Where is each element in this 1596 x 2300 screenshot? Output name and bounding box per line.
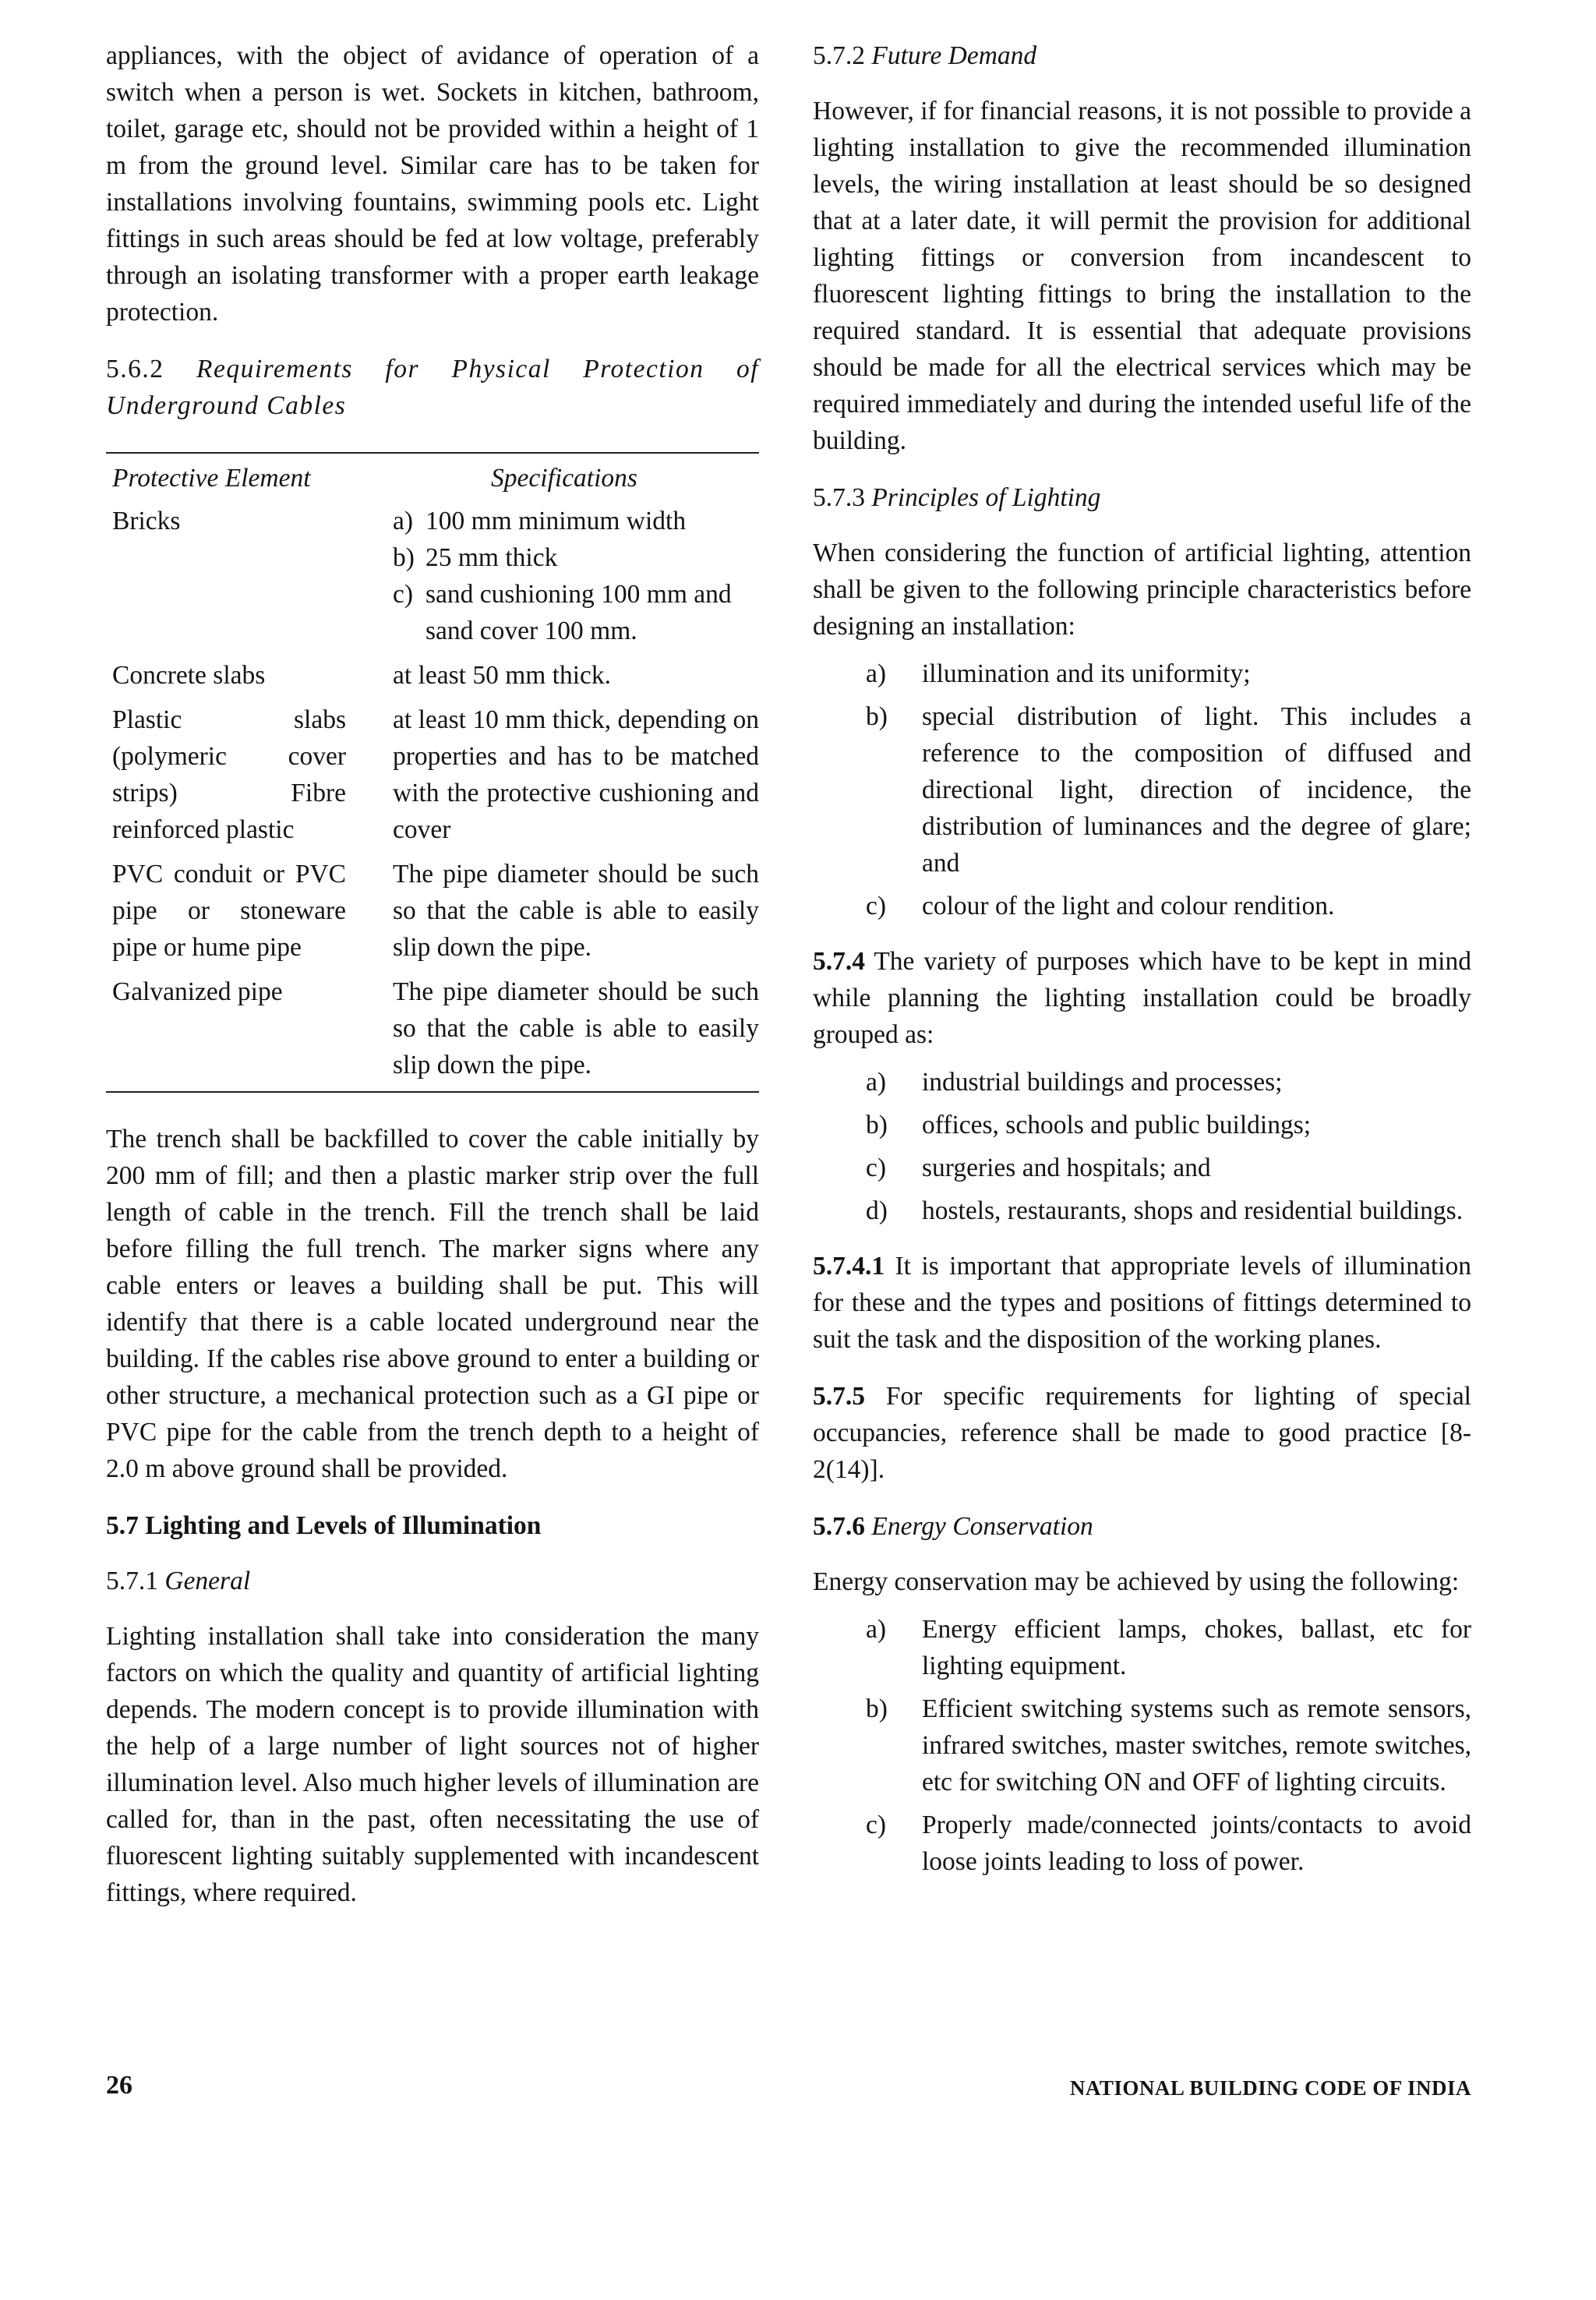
- list-marker: c): [866, 1811, 887, 1839]
- general-paragraph: Lighting installation shall take into consideration the many factors on which the quality and quantity of artificial lighting depends. The modern concept is to provide illumination with the help of a large number of light sources not of higher illumination level. Also much higher levels of illumination are called for, than in the past, often necessitating the use of fluorescent lighting suitably supplemented with incandescent fittings, where required.: [106, 1622, 759, 1907]
- spec-marker: b): [393, 543, 415, 572]
- spec-text: 100 mm minimum width: [425, 507, 687, 535]
- spec-list-item: [393, 503, 759, 539]
- list-text: special distribution of light. This includes a reference to the composition of diffused and directional light, direction of incidence, the distribution of luminances and the degree of glare; and: [922, 702, 1471, 878]
- list-item: [813, 698, 1471, 881]
- list-item: [813, 1064, 1471, 1101]
- list-marker: b): [866, 1694, 888, 1723]
- list-text: surgeries and hospitals; and: [922, 1154, 1211, 1182]
- list-text: industrial buildings and processes;: [922, 1068, 1283, 1097]
- section-title: Principles of Lighting: [871, 483, 1101, 512]
- section-number: 5.7.3: [813, 483, 865, 512]
- list-item: [813, 1192, 1471, 1229]
- list-marker: a): [866, 659, 887, 688]
- section-5-7-3-heading: [813, 479, 1471, 516]
- list-item: [813, 888, 1471, 924]
- section-number: 5.7.5: [813, 1382, 865, 1411]
- list-text: offices, schools and public buildings;: [922, 1111, 1312, 1139]
- intro-paragraph: appliances, with the object of avidance of operation of a switch when a person is wet. Sockets in kitchen, bathroom, toilet, garage etc, should not be provided within a height of 1 m from the ground level. Similar care has to be taken for installations involving fountains, swimming pools etc. Light fittings in such areas should be fed at low voltage, preferably through an isolating transformer with a proper earth leakage protection.: [106, 41, 759, 327]
- list-marker: c): [866, 892, 887, 920]
- list-item: [813, 655, 1471, 692]
- table-cell-element: Concrete slabs: [112, 661, 266, 690]
- section-5-7-1-heading: [106, 1563, 759, 1599]
- table-row: [106, 856, 759, 966]
- left-column: [106, 37, 759, 1911]
- running-footer-title: NATIONAL BUILDING CODE OF INDIA: [1069, 2076, 1471, 2100]
- list-text: Properly made/connected joints/contacts to avoid loose joints leading to loss of power.: [922, 1811, 1471, 1876]
- table-row: [106, 503, 759, 649]
- table-cell-element: Bricks: [112, 507, 181, 535]
- table-cell-spec: at least 50 mm thick.: [393, 661, 612, 690]
- section-5-7-4-paragraph: [813, 943, 1471, 1053]
- spec-list-item: [393, 539, 759, 576]
- purposes-list: [813, 1064, 1471, 1229]
- section-5-7-5-paragraph: [813, 1378, 1471, 1488]
- header-specifications: Specifications: [491, 464, 637, 493]
- list-marker: a): [866, 1068, 887, 1097]
- energy-list: [813, 1611, 1471, 1880]
- section-title: Lighting and Levels of Illumination: [145, 1511, 542, 1540]
- table-row: [106, 657, 759, 694]
- section-title: Energy Conservation: [871, 1512, 1093, 1541]
- page-number: 26: [106, 2071, 132, 2100]
- section-number: 5.7: [106, 1511, 139, 1540]
- section-number: 5.7.2: [813, 41, 865, 70]
- list-text: Efficient switching systems such as remote sensors, infrared switches, master switches, remote switches, etc for switching ON and OFF of lighting circuits.: [922, 1694, 1471, 1797]
- header-protective-element: Protective Element: [112, 464, 311, 493]
- table-header-row: [106, 454, 759, 503]
- table-row: [106, 973, 759, 1083]
- table-cell-spec: at least 10 mm thick, depending on properties and has to be matched with the protective cushioning and cover: [393, 705, 759, 844]
- section-number: 5.7.1: [106, 1567, 158, 1595]
- section-number: 5.7.4.1: [813, 1252, 885, 1281]
- table-cell-spec: The pipe diameter should be such so that the cable is able to easily slip down the pipe.: [393, 977, 759, 1079]
- table-cell-element: PVC conduit or PVC pipe or stoneware pipe or hume pipe: [112, 860, 346, 962]
- right-column: [813, 37, 1471, 1899]
- section-number: 5.7.6: [813, 1512, 865, 1541]
- table-cell-spec-list: [393, 503, 759, 649]
- list-text: hostels, restaurants, shops and residential buildings.: [922, 1196, 1464, 1225]
- future-demand-paragraph: However, if for financial reasons, it is not possible to provide a lighting installation to give the recommended illumination levels, the wiring installation at least should be so designed that at a later date, it will permit the provision for additional lighting fittings or conversion from incandescent to fluorescent lighting fittings to bring the installation to the required standard. It is essential that adequate provisions should be made for all the electrical services which may be required immediately and during the intended useful life of the building.: [813, 97, 1471, 455]
- list-marker: b): [866, 702, 888, 731]
- table-cell-element: Plastic slabs (polymeric cover strips) Fibre reinforced plastic: [112, 705, 346, 844]
- list-text: Energy efficient lamps, chokes, ballast, etc for lighting equipment.: [922, 1615, 1471, 1680]
- energy-paragraph: Energy conservation may be achieved by using the following:: [813, 1567, 1460, 1596]
- section-number: 5.7.4: [813, 947, 865, 976]
- table-row: [106, 701, 759, 848]
- spec-text: 25 mm thick: [425, 543, 558, 572]
- list-text: illumination and its uniformity;: [922, 659, 1251, 688]
- list-item: [813, 1691, 1471, 1800]
- list-marker: b): [866, 1111, 888, 1139]
- section-5-6-2-heading: [106, 351, 759, 424]
- list-marker: a): [866, 1615, 887, 1644]
- section-5-7-heading: [106, 1507, 759, 1544]
- section-5-7-2-heading: [813, 37, 1471, 74]
- section-5-7-6-heading: [813, 1508, 1471, 1545]
- spec-marker: c): [393, 580, 414, 609]
- protection-table: [106, 452, 759, 1093]
- section-title: General: [164, 1567, 251, 1595]
- section-number: 5.6.2: [106, 355, 164, 383]
- section-title: Requirements for Physical Protection of Underground Cables: [106, 355, 760, 420]
- list-item: [813, 1611, 1471, 1684]
- spec-text: sand cushioning 100 mm and sand cover 100 mm.: [425, 580, 732, 645]
- list-marker: d): [866, 1196, 888, 1225]
- section-text: The variety of purposes which have to be kept in mind while planning the lighting installation could be broadly grouped as:: [813, 947, 1471, 1049]
- table-bottom-rule: [106, 1091, 759, 1093]
- list-item: [813, 1807, 1471, 1880]
- trench-paragraph: The trench shall be backfilled to cover the cable initially by 200 mm of fill; and then a plastic marker strip over the full length of cable in the trench. Fill the trench shall be laid before filling the full trench. The marker signs where any cable enters or leaves a building shall be put. This will identify that there is a cable located underground near the building. If the cables rise above ground to enter a building or other structure, a mechanical protection such as a GI pipe or PVC pipe for the cable from the trench depth to a height of 2.0 m above ground shall be provided.: [106, 1125, 759, 1483]
- list-item: [813, 1150, 1471, 1186]
- list-text: colour of the light and colour rendition.: [922, 892, 1335, 920]
- section-text: For specific requirements for lighting of special occupancies, reference shall be made to good practice [8-2(14)].: [813, 1382, 1471, 1484]
- table-cell-element: Galvanized pipe: [112, 977, 283, 1006]
- table-cell-spec: The pipe diameter should be such so that the cable is able to easily slip down the pipe.: [393, 860, 759, 962]
- section-title: Future Demand: [871, 41, 1037, 70]
- spec-marker: a): [393, 507, 414, 535]
- section-text: It is important that appropriate levels of illumination for these and the types and positions of fittings determined to suit the task and the disposition of the working planes.: [813, 1252, 1471, 1354]
- principles-list: [813, 655, 1471, 924]
- section-5-7-4-1-paragraph: [813, 1248, 1471, 1358]
- principles-paragraph: When considering the function of artificial lighting, attention shall be given to the following principle characteristics before designing an installation:: [813, 539, 1471, 641]
- spec-list-item: [393, 576, 759, 649]
- list-item: [813, 1107, 1471, 1143]
- list-marker: c): [866, 1154, 887, 1182]
